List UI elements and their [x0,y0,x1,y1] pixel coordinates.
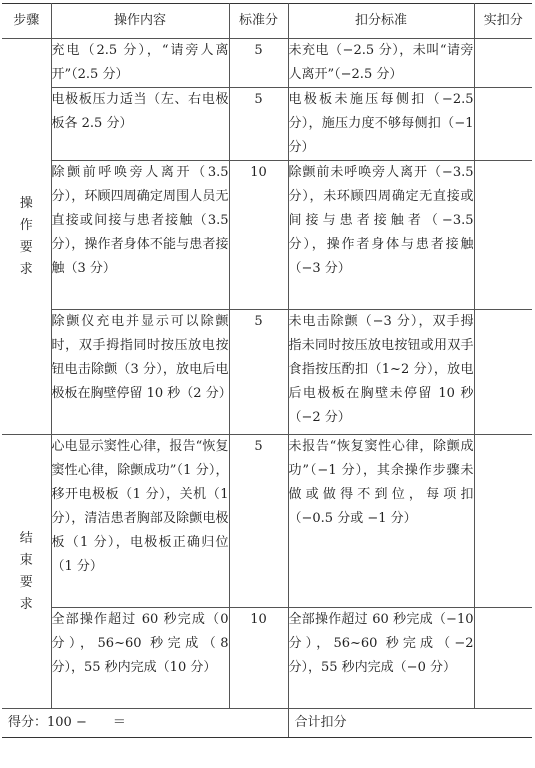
header-standard-score: 标准分 [229,4,288,39]
standard-score: 5 [229,88,288,161]
score-formula: 得分：100 − ＝ [2,709,288,738]
header-deduction-criteria: 扣分标准 [288,4,474,39]
deduction-criteria: 除颤前未呼唤旁人离开（−3.5 分），未环顾四周确定无直接或间接与患者接触者（−3.5 分），操作者身体与患者接触（−3 分） [288,161,474,310]
operation-content: 全部操作超过 60 秒完成（0 分），56~60 秒完成（8 分），55 秒内完成（10 分） [51,608,229,709]
table-row [2,435,532,608]
deduction-criteria: 未电击除颤（−3 分），双手拇指未同时按压放电按钮或用双手食指按压酌扣（1~2 分），放电后电极板在胸壁未停留 10 秒（−2 分） [288,310,474,435]
actual-deduction-cell[interactable] [474,608,532,709]
header-row [2,4,532,39]
deduction-criteria: 未充电（−2.5 分），未叫“请旁人离开”（−2.5 分） [288,39,474,88]
table-row [2,161,532,310]
table-row [2,608,532,709]
deduction-criteria: 未报告“恢复窦性心律，除颤成功”（−1 分），其余操作步骤未做或做得不到位，每项扣（−0.5 分或 −1 分） [288,435,474,608]
total-deduction-label: 合计扣分 [288,709,532,738]
actual-deduction-cell[interactable] [474,161,532,310]
table-row [2,88,532,161]
deduction-criteria: 全部操作超过 60 秒完成（−10 分），56~60 秒完成（−2 分），55 秒内完成（−0 分） [288,608,474,709]
actual-deduction-cell[interactable] [474,435,532,608]
actual-deduction-cell[interactable] [474,310,532,435]
table-row [2,310,532,435]
deduction-criteria: 电极板未施压每侧扣（−2.5 分），施压力度不够每侧扣（−1 分） [288,88,474,161]
standard-score: 10 [229,608,288,709]
actual-deduction-cell[interactable] [474,39,532,88]
table-row [2,39,532,88]
standard-score: 5 [229,39,288,88]
scoring-table [2,3,532,738]
operation-content: 充电（2.5 分），“请旁人离开”（2.5 分） [51,39,229,88]
operation-content: 心电显示窦性心律，报告“恢复窦性心律，除颤成功”（1 分），移开电极板（1 分），关机（1 分），清洁患者胸部及除颤电极板（1 分），电极板正确归位（1 分） [51,435,229,608]
standard-score: 10 [229,161,288,310]
operation-content: 除颤前呼唤旁人离开（3.5 分），环顾四周确定周围人员无直接或间接与患者接触（3.5 分），操作者身体不能与患者接触（3 分） [51,161,229,310]
header-step: 步骤 [2,4,51,39]
header-content: 操作内容 [51,4,229,39]
actual-deduction-cell[interactable] [474,88,532,161]
operation-content: 电极板压力适当（左、右电极板各 2.5 分） [51,88,229,161]
header-actual-deduction: 实扣分 [474,4,532,39]
step-label-ending: 结束要求 [2,435,51,709]
step-label-operation: 操作要求 [2,39,51,435]
operation-content: 除颤仪充电并显示可以除颤时，双手拇指同时按压放电按钮电击除颤（3 分），放电后电极板在胸壁停留 10 秒（2 分） [51,310,229,435]
standard-score: 5 [229,435,288,608]
footer-row [2,709,532,738]
standard-score: 5 [229,310,288,435]
